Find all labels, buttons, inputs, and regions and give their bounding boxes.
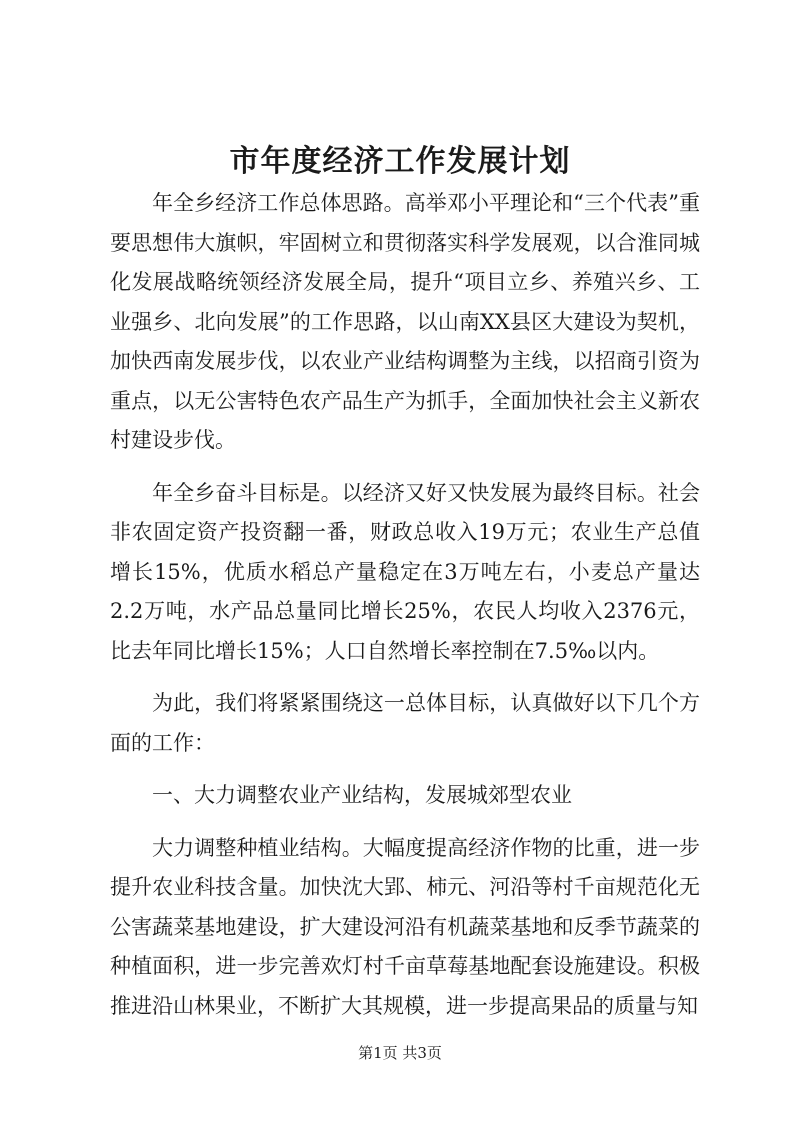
- document-title: 市年度经济工作发展计划: [229, 144, 571, 179]
- section-heading-1: 一、大力调整农业产业结构，发展城郊型农业: [152, 783, 572, 807]
- paragraph-overall-approach: 年全乡经济工作总体思路。高举邓小平理论和“三个代表”重要思想伟大旗帜，牢固树立和贯彻落实科学发展观，以合淮同城化发展战略统领经济发展全局，提升“项目立乡、养殖兴乡、工业强乡、北向发展”的工作思路，以山南XX县区大建设为契机，加快西南发展步伐，以农业产业结构调整为主线，以招商引资为重点，以无公害特色农产品生产为抓手，全面加快社会主义新农村建设步伐。: [110, 191, 700, 452]
- paragraph-intro-tasks: 为此，我们将紧紧围绕这一总体目标，认真做好以下几个方面的工作：: [110, 691, 700, 755]
- paragraph-goals: 年全乡奋斗目标是。以经济又好又快发展为最终目标。社会非农固定资产投资翻一番，财政总收入19万元；农业生产总值增长15%，优质水稻总产量稳定在3万吨左右，小麦总产量达2.2万吨，水产品总量同比增长25%，农民人均收入2376元，比去年同比增长15%；人口自然增长率控制在7.5‰以内。: [110, 480, 700, 663]
- paragraph-crop-structure: 大力调整种植业结构。大幅度提高经济作物的比重，进一步提升农业科技含量。加快沈大郢、柿元、河沿等村千亩规范化无公害蔬菜基地建设，扩大建设河沿有机蔬菜基地和反季节蔬菜的种植面积，进一步完善欢灯村千亩草莓基地配套设施建设。积极推进沿山林果业，不断扩大其规模，进一步提高果品的质量与知: [110, 835, 700, 1018]
- page-footer: 第1页 共3页: [358, 1044, 442, 1062]
- document-body: [110, 184, 700, 1026]
